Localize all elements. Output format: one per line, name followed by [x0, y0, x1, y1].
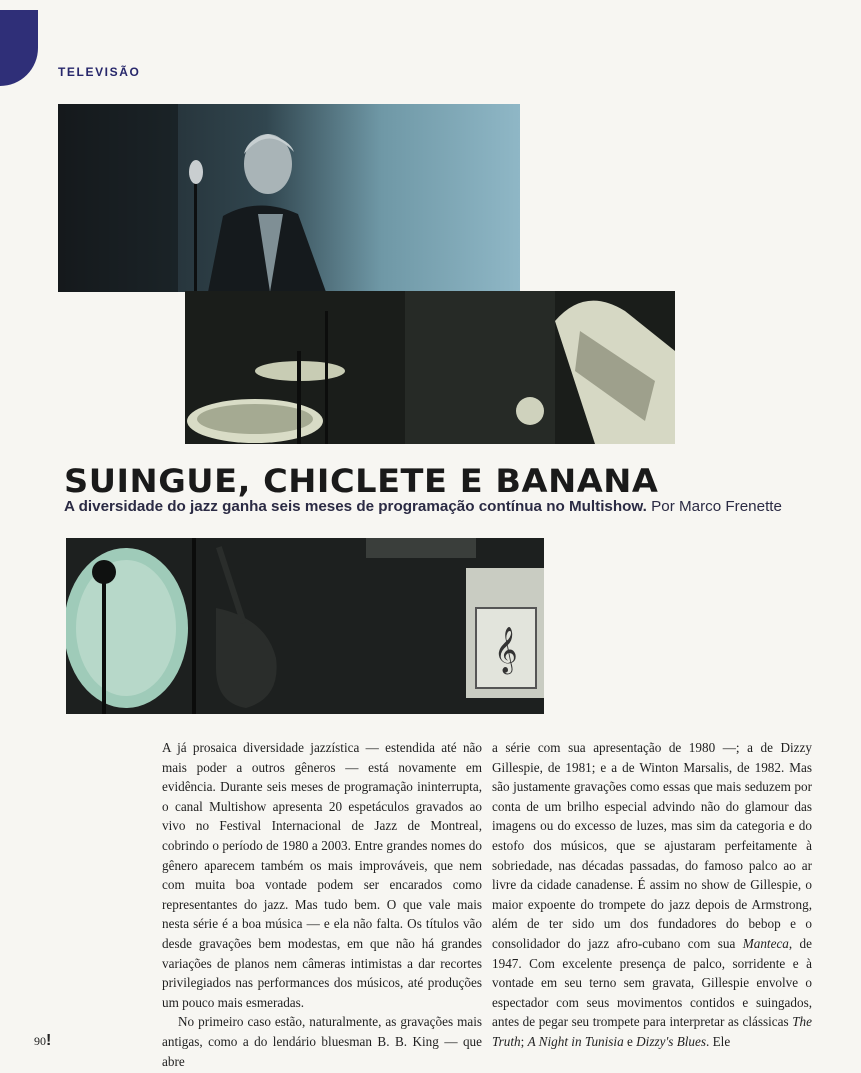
article-deck: [64, 498, 844, 515]
photo-singer-microphone: [58, 104, 520, 292]
p3-text-2: , de 1947. Com excelente presença de palco, sorridente e à vontade em seu terno sem gravata, Gillespie envolve o espectador com seus movimentos contidos e suingados, antes de pegar seu trompete para interpretar as clássicas: [492, 935, 813, 1030]
p3-text-4: e: [626, 1033, 633, 1049]
p3-text-1: a série com sua apresentação de 1980 —; a de Dizzy Gillespie, de 1981; e a de Winton Marsalis, de 1982. Mas são justamente gravações como essas que mais seduzem por conta de um brilho especial advindo não do glamour das imagens ou do excesso de luzes, mas sim da categoria e do estofo dos músicos, que se ajustaram perfeitamente à sobriedade, nas décadas passadas, do famoso palco ao ar livre da cidade canadense. É assim no show de Gillespie, o maior expoente do trompete do jazz depois de Armstrong, além de ter sido um dos fundadores do bebop e o consolidador do jazz afro-cubano com sua: [492, 740, 812, 951]
page-number: [34, 1032, 51, 1050]
article-headline: SUINGUE, CHICLETE E BANANA: [64, 462, 659, 500]
title-the-truth: The Truth: [492, 1014, 812, 1049]
svg-text:𝄞: 𝄞: [494, 627, 518, 673]
page-number-value: 90: [34, 1034, 46, 1048]
photo-drumkit-case: [185, 291, 675, 444]
deck-text: A diversidade do jazz ganha seis meses de programação contínua no Multishow.: [64, 498, 647, 515]
byline: Por Marco Frenette: [651, 498, 782, 515]
paragraph-3: [492, 738, 812, 1052]
p3-text-5: . Ele: [706, 1033, 731, 1049]
paragraph-2: No primeiro caso estão, naturalmente, as gravações mais antigas, como a do lendário bluesman B. B. King — que abre: [162, 1014, 482, 1069]
title-night-in-tunisia: A Night in Tunisia: [527, 1033, 624, 1049]
paragraph-1: A já prosaica diversidade jazzística — estendida até não mais poder a outros gêneros — está novamente em evidência. Durante seis meses de programação ininterrupta, o canal Multishow apresenta 20 espetáculos gravados ao vivo no Festival Internacional de Jazz de Montreal, cobrindo o período de 1980 a 2003. Entre grandes nomes do gênero aparecem também os mais improváveis, que nem com muita boa vontade podem ser encarados como representantes do jazz. Mas tudo bem. O que vale mais nesta série é a boa música — e ela não falta. Os títulos vão desde gravações bem modestas, em que não há grandes variações de planos nem câmeras intimistas a dar recortes privilegiados nas performances dos músicos, até produções um pouco mais esmeradas.: [162, 740, 482, 1010]
section-label: TELEVISÃO: [58, 65, 141, 79]
section-tab-marker: [0, 10, 38, 86]
article-column-1: [162, 738, 482, 1071]
folio-mark: !: [46, 1032, 52, 1049]
p3-text-3: ;: [520, 1033, 525, 1049]
title-manteca: Manteca: [742, 935, 789, 951]
photo-microphone-guitar: [66, 538, 544, 714]
title-dizzys-blues: Dizzy's Blues: [636, 1033, 706, 1049]
article-column-2: [492, 738, 812, 1052]
